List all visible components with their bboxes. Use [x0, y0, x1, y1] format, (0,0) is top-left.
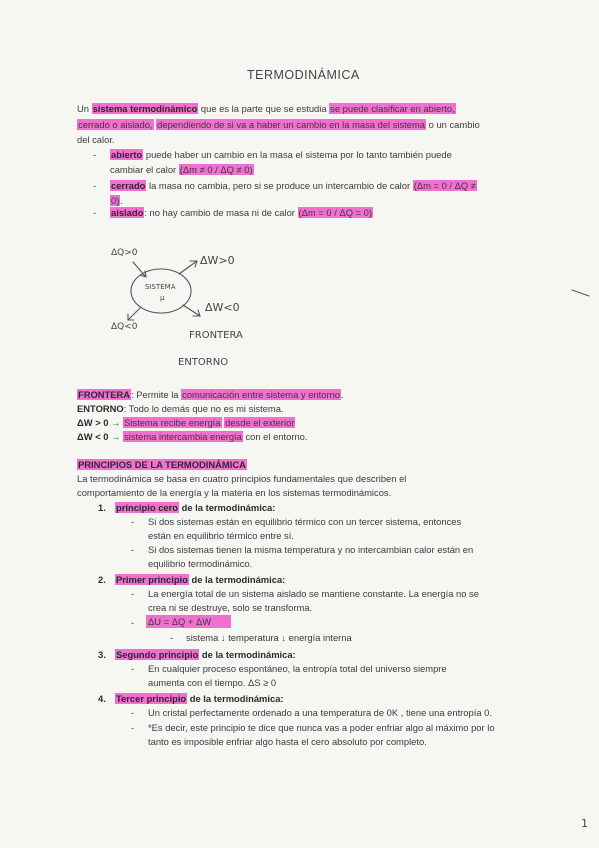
type-text: cambiar el calor — [110, 164, 179, 175]
type-formula: (Δm = 0 / ΔQ = 0) — [298, 207, 373, 218]
margin-pen-mark — [572, 290, 589, 296]
def-arrow: → — [108, 417, 124, 428]
def-highlight: Sistema recibe energía — [124, 417, 221, 428]
page-number: 1 — [581, 817, 588, 830]
formula-highlight: ΔU = ΔQ + ΔW — [146, 615, 231, 628]
principle-highlight: Segundo principio — [116, 649, 199, 660]
def-arrow: → — [108, 431, 124, 442]
type-formula: 0) — [111, 195, 120, 206]
bullet-dash: - — [131, 707, 135, 718]
def-term: FRONTERA — [78, 389, 131, 400]
label-w-pos: ΔW>0 — [200, 254, 235, 267]
bullet-dash: - — [131, 617, 135, 628]
type-text: puede haber un cambio en la masa el sistema por lo tanto también puede — [143, 149, 452, 160]
principle-highlight: principio cero — [116, 502, 178, 513]
principle-text: En cualquier proceso espontáneo, la entropía total del universo siempre — [148, 663, 447, 674]
intro-text: Un — [77, 103, 92, 114]
principle-4-title — [115, 692, 284, 706]
type-label: abierto — [111, 149, 143, 160]
principle-2-title — [115, 573, 285, 587]
principle-3-title — [115, 648, 296, 662]
principle-text: La energía total de un sistema aislado se mantiene constante. La energía no se — [148, 588, 479, 599]
bullet-dash: - — [93, 149, 97, 160]
def-highlight: comunicación entre sistema y entorno — [182, 389, 341, 400]
principle-title-rest: de la termodinámica: — [188, 574, 286, 585]
type-label: aislado — [111, 207, 144, 218]
bullet-dash: - — [131, 516, 135, 527]
arrow-w-pos — [179, 261, 197, 274]
type-text: . — [120, 195, 123, 206]
principle-text: tanto es imposible enfriar algo hasta el cero absoluto por completo. — [148, 736, 427, 747]
arrow-w-neg — [183, 305, 200, 316]
intro-line-3: del calor. — [77, 134, 115, 145]
intro-text: o un cambio — [426, 119, 480, 130]
principle-title-rest: de la termodinámica: — [187, 693, 284, 704]
def-text: : Permite la — [131, 389, 182, 400]
def-term: ΔW > 0 — [77, 417, 109, 428]
principle-highlight: Tercer principio — [116, 693, 187, 704]
type-formula: (Δm = 0 / ΔQ ≠ — [413, 180, 476, 191]
def-text: : Todo lo demás que no es mi sistema. — [123, 403, 284, 414]
intro-text: que es la parte que se estudia — [198, 103, 330, 114]
label-q-out: ΔQ<0 — [111, 322, 138, 332]
principle-title-rest: de la termodinámica: — [179, 502, 276, 513]
def-w-pos — [77, 416, 295, 430]
def-entorno — [77, 402, 284, 416]
principle-highlight: Primer principio — [116, 574, 188, 585]
principle-1-title — [115, 501, 275, 515]
label-q-in: ΔQ>0 — [111, 248, 138, 258]
label-system: SISTEMA — [145, 283, 176, 291]
label-entorno: ENTORNO — [178, 357, 229, 368]
type-text: la masa no cambia, pero si se produce un intercambio de calor — [146, 180, 413, 191]
bullet-dash: - — [170, 632, 174, 643]
principle-text: Un cristal perfectamente ordenado a una temperatura de 0K , tiene una entropía 0. — [148, 707, 492, 718]
principle-title-rest: de la termodinámica: — [199, 649, 296, 660]
principle-number: 3. — [98, 649, 106, 660]
type-label: cerrado — [111, 180, 146, 191]
type-formula: (Δm ≠ 0 / ΔQ ≠ 0) — [179, 164, 253, 175]
principle-number: 1. — [98, 502, 106, 513]
principle-number: 4. — [98, 693, 106, 704]
def-highlight: desde el exterior — [225, 417, 295, 428]
intro-highlight: sistema termodinámico — [92, 103, 198, 114]
arrow-q-out — [128, 307, 141, 320]
section-heading: PRINCIPIOS DE LA TERMODINÁMICA — [78, 459, 246, 470]
def-frontera — [77, 388, 344, 402]
def-text: con el entorno. — [242, 431, 308, 442]
arrow-q-in — [133, 262, 145, 276]
def-term: ΔW < 0 — [77, 431, 109, 442]
principle-text: sistema ↓ temperatura ↓ energía interna — [186, 632, 352, 643]
principle-text: crea ni se destruye, solo se transforma. — [148, 602, 313, 613]
principles-intro-2: comportamiento de la energía y la materia en los sistemas termodinámicos. — [77, 487, 392, 498]
principle-text: Si dos sistemas tienen la misma temperatura y no intercambian calor están en — [148, 544, 474, 555]
principle-text: equilibrio termodinámico. — [148, 558, 253, 569]
intro-highlight: cerrado o aislado, — [78, 119, 153, 130]
bullet-dash: - — [131, 663, 135, 674]
type-text: : no hay cambio de masa ni de calor — [144, 207, 298, 218]
principle-number: 2. — [98, 574, 106, 585]
page-title: TERMODINÁMICA — [247, 68, 360, 82]
def-text: . — [341, 389, 344, 400]
principles-intro-1: La termodinámica se basa en cuatro principios fundamentales que describen el — [77, 473, 407, 484]
principle-text: Si dos sistemas están en equilibrio térmico con un tercer sistema, entonces — [148, 516, 462, 527]
def-w-neg — [77, 430, 308, 444]
principle-text: están en equilibrio térmico entre sí. — [148, 530, 294, 541]
principle-text: aumenta con el tiempo. ΔS ≥ 0 — [148, 677, 277, 688]
bullet-dash: - — [131, 588, 135, 599]
label-w-neg: ΔW<0 — [205, 301, 240, 314]
label-frontera: FRONTERA — [189, 330, 243, 341]
principle-2-formula — [146, 615, 231, 629]
bullet-dash: - — [93, 180, 97, 191]
intro-highlight: dependiendo de si va a haber un cambio en la masa del sistema — [157, 119, 426, 130]
principles-heading — [77, 458, 247, 472]
bullet-dash: - — [131, 544, 135, 555]
label-mu: μ — [160, 294, 165, 302]
principle-text: *Es decir, este principio te dice que nunca vas a poder enfriar algo al máximo por lo — [148, 722, 495, 733]
intro-highlight: se puede clasificar en abierto, — [330, 103, 455, 114]
def-term: ENTORNO — [77, 403, 124, 414]
def-highlight: sistema intercambia energía — [124, 431, 242, 442]
bullet-dash: - — [131, 722, 135, 733]
bullet-dash: - — [93, 207, 97, 218]
